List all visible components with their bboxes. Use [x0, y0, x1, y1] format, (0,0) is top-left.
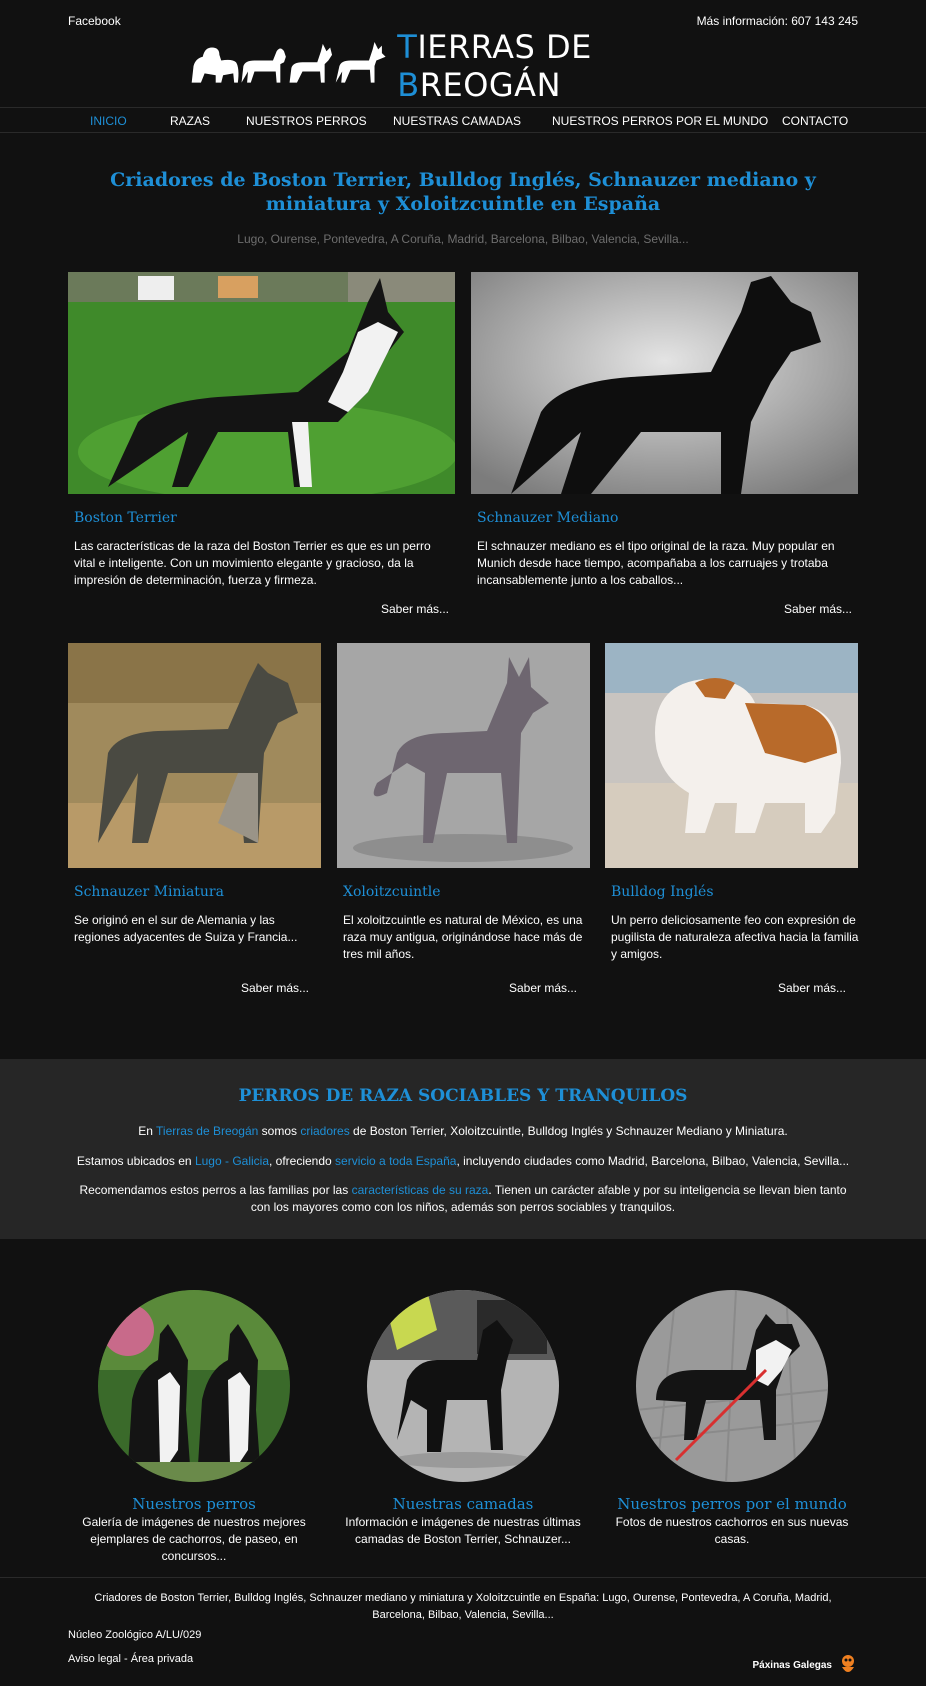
- about-text: , incluyendo ciudades como Madrid, Barcelona, Bilbao, Valencia, Sevilla...: [456, 1154, 850, 1168]
- bulldog-ingles-more-link[interactable]: Saber más...: [777, 981, 846, 995]
- card-text-xoloitzcuintle: El xoloitzcuintle es natural de México, es una raza muy antigua, originándose hace más de tres mil años.: [343, 913, 583, 961]
- bulldog-ingles-photo: [605, 643, 858, 868]
- card-text-bulldog-ingles: Un perro deliciosamente feo con expresión de pugilista de naturaleza afectiva hacia la familia y amigos.: [611, 913, 859, 961]
- page-subtitle: Lugo, Ourense, Pontevedra, A Coruña, Madrid, Barcelona, Bilbao, Valencia, Sevilla...: [237, 232, 689, 246]
- card-text-schnauzer-mediano: El schnauzer mediano es el tipo original de la raza. Muy popular en Munich desde hace tiempo, acompañaba a los carruajes y trotaba incansablemente junto a los caballos...: [477, 539, 835, 587]
- page-title: Criadores de Boston Terrier, Bulldog Inglés, Schnauzer mediano y miniatura y Xoloitzcuintle en España: [110, 169, 816, 215]
- perros-por-el-mundo-title[interactable]: Nuestros perros por el mundo: [617, 1495, 847, 1513]
- about-text: Estamos ubicados en: [76, 1154, 195, 1168]
- about-text: de Boston Terrier, Xoloitzcuintle, Bulldog Inglés y Schnauzer Mediano y Miniatura.: [349, 1124, 788, 1138]
- nucleo-zoologico: Núcleo Zoológico A/LU/029: [68, 1629, 202, 1641]
- nuestros-perros-image[interactable]: [98, 1290, 290, 1482]
- criadores-link[interactable]: criadores: [300, 1124, 350, 1138]
- schnauzer-miniatura-more-link[interactable]: Saber más...: [240, 981, 309, 995]
- xoloitzcuintle-photo: [337, 643, 590, 868]
- nuestros-perros-title[interactable]: Nuestros perros: [132, 1495, 256, 1513]
- caracteristicas-raza-link[interactable]: características de su raza: [351, 1183, 489, 1197]
- boston-terrier-photo: [68, 272, 455, 494]
- card-text-boston-terrier: Las características de la raza del Boston Terrier es que es un perro vital e inteligente. Con un movimiento elegante y gracioso, da la impresión de determinación, fuerza y firmeza.: [74, 539, 431, 587]
- card-title-schnauzer-mediano[interactable]: Schnauzer Mediano: [477, 510, 619, 526]
- about-paragraph-2: [70, 1153, 856, 1170]
- paxinas-galegas-label: Páxinas Galegas: [752, 1659, 832, 1671]
- footer-description: Criadores de Boston Terrier, Bulldog Inglés, Schnauzer mediano y miniatura y Xoloitzcuintle en España: Lugo, Ourense, Pontevedra, A Coruña, Madrid, Barcelona, Bilbao, Valencia, Sevilla...: [94, 1592, 832, 1621]
- about-paragraph-1: [70, 1123, 856, 1140]
- nuestras-camadas-image[interactable]: [367, 1290, 559, 1482]
- card-title-bulldog-ingles[interactable]: Bulldog Inglés: [611, 884, 714, 900]
- about-paragraph-3: [70, 1182, 856, 1216]
- facebook-link[interactable]: Facebook: [68, 14, 121, 28]
- about-text: En: [138, 1124, 157, 1138]
- paxinas-galegas-icon: [838, 1653, 858, 1677]
- about-title: PERROS DE RAZA SOCIABLES Y TRANQUILOS: [238, 1086, 688, 1106]
- servicio-espana-link[interactable]: servicio a toda España: [335, 1154, 457, 1168]
- nav-perros-por-el-mundo[interactable]: NUESTROS PERROS POR EL MUNDO: [552, 114, 769, 128]
- schnauzer-mediano-more-link[interactable]: Saber más...: [783, 602, 852, 616]
- card-title-schnauzer-miniatura[interactable]: Schnauzer Miniatura: [74, 884, 224, 900]
- nuestras-camadas-text: Información e imágenes de nuestras últimas camadas de Boston Terrier, Schnauzer...: [345, 1515, 581, 1546]
- nuestros-perros-text: Galería de imágenes de nuestros mejores ejemplares de cachorros, de paseo, en concursos...: [82, 1515, 306, 1563]
- schnauzer-miniatura-image[interactable]: [68, 643, 321, 868]
- xoloitzcuintle-more-link[interactable]: Saber más...: [508, 981, 577, 995]
- dog-silhouettes-icon: [188, 38, 389, 94]
- paxinas-galegas-link[interactable]: [753, 1653, 859, 1677]
- area-privada-link[interactable]: Área privada: [130, 1653, 194, 1665]
- schnauzer-mediano-photo: [471, 272, 858, 494]
- about-text: somos: [258, 1124, 301, 1138]
- about-text: , ofreciendo: [269, 1154, 336, 1168]
- lugo-galicia-link[interactable]: Lugo - Galicia: [194, 1154, 269, 1168]
- main-nav: [0, 107, 926, 133]
- nav-razas[interactable]: RAZAS: [170, 114, 211, 128]
- site-logo[interactable]: [188, 28, 738, 104]
- nav-inicio[interactable]: INICIO: [90, 114, 127, 128]
- footer-links: [68, 1653, 193, 1665]
- about-text: Recomendamos estos perros a las familias por las: [79, 1183, 352, 1197]
- footer-divider: [0, 1577, 926, 1578]
- nav-nuestros-perros[interactable]: NUESTROS PERROS: [246, 114, 367, 128]
- footer-separator: -: [121, 1653, 131, 1665]
- nav-nuestras-camadas[interactable]: NUESTRAS CAMADAS: [393, 114, 522, 128]
- bulldog-ingles-image[interactable]: [605, 643, 858, 868]
- boston-terrier-image[interactable]: [68, 272, 455, 494]
- logo-wordmark: TIERRAS DE BREOGÁN: [397, 28, 592, 104]
- perros-por-el-mundo-text: Fotos de nuestros cachorros en sus nuevas casas.: [615, 1515, 849, 1546]
- boston-terrier-more-link[interactable]: Saber más...: [380, 602, 449, 616]
- schnauzer-mediano-image[interactable]: [471, 272, 858, 494]
- tierras-de-breogan-link[interactable]: Tierras de Breogán: [156, 1124, 259, 1138]
- nav-contacto[interactable]: CONTACTO: [782, 114, 849, 128]
- about-text: . Tienen un carácter afable y por su inteligencia se llevan bien tanto con los mayores como con los niños, además son perros sociables y tranquilos.: [250, 1183, 847, 1214]
- card-text-schnauzer-miniatura: Se originó en el sur de Alemania y las regiones adyacentes de Suiza y Francia...: [74, 913, 298, 944]
- aviso-legal-link[interactable]: Aviso legal: [68, 1653, 121, 1665]
- card-title-boston-terrier[interactable]: Boston Terrier: [74, 510, 177, 526]
- nuestras-camadas-title[interactable]: Nuestras camadas: [392, 1495, 534, 1513]
- contact-info: Más información: 607 143 245: [696, 14, 858, 28]
- nuestras-camadas-photo: [367, 1290, 559, 1482]
- xoloitzcuintle-image[interactable]: [337, 643, 590, 868]
- perros-por-el-mundo-image[interactable]: [636, 1290, 828, 1482]
- perros-por-el-mundo-photo: [636, 1290, 828, 1482]
- nuestros-perros-photo: [98, 1290, 290, 1482]
- card-title-xoloitzcuintle[interactable]: Xoloitzcuintle: [343, 884, 441, 900]
- schnauzer-miniatura-photo: [68, 643, 321, 868]
